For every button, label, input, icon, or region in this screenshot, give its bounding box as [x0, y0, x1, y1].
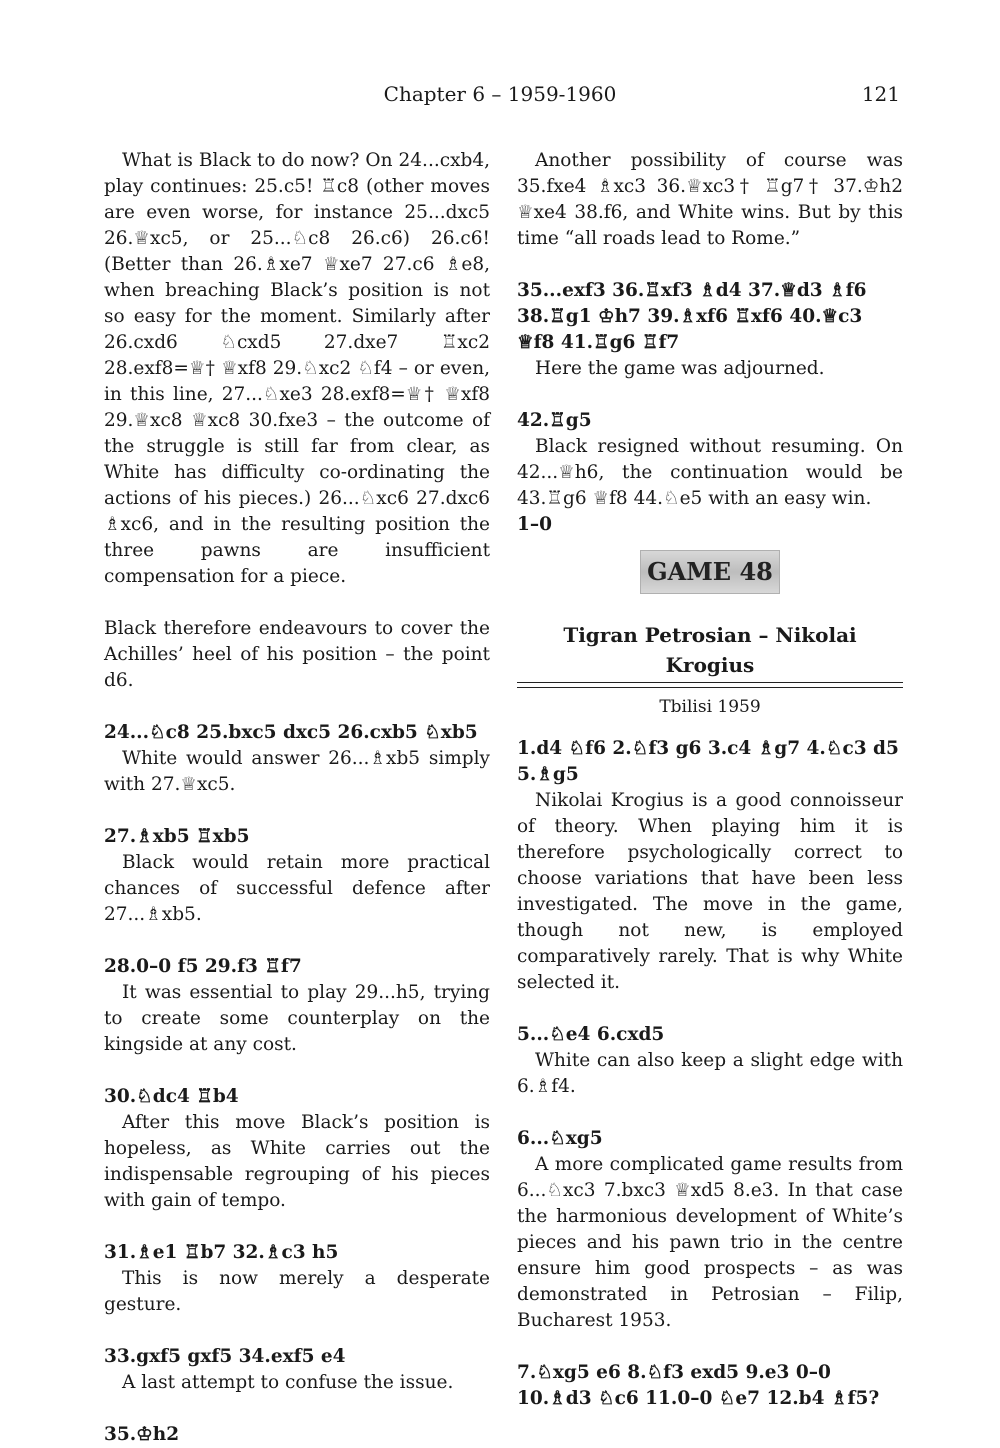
move-line: 35.♔h2 [104, 1424, 180, 1445]
annotation-paragraph: Black would retain more practical chances of successful defence after 27...♗xb5. [104, 852, 490, 925]
running-header: Chapter 6 – 1959-1960 [383, 82, 617, 106]
move-line: 6...♘xg5 [517, 1128, 603, 1149]
annotation-paragraph: It was essential to play 29...h5, trying to create some counterplay on the kingside at any cost. [104, 982, 490, 1055]
move-line: 1.d4 ♘f6 2.♘f3 g6 3.c4 ♗g7 4.♘c3 d5 5.♗g5 [517, 738, 899, 785]
page-number: 121 [861, 82, 900, 106]
move-line: 7.♘xg5 e6 8.♘f3 exd5 9.e3 0–0 10.♗d3 ♘c6 11.0–0 ♘e7 12.b4 ♗f5? [517, 1362, 880, 1409]
move-line: 30.♘dc4 ♖b4 [104, 1086, 239, 1107]
left-column [104, 148, 490, 1448]
game-players: Tigran Petrosian – Nikolai Krogius [563, 623, 857, 677]
game-result: 1–0 [517, 514, 552, 535]
move-line: 33.gxf5 gxf5 34.exf5 e4 [104, 1346, 346, 1367]
move-line: 28.0–0 f5 29.f3 ♖f7 [104, 956, 302, 977]
game-venue: Tbilisi 1959 [659, 697, 761, 717]
annotation-paragraph: Nikolai Krogius is a good connoisseur of theory. When playing him it is therefore psychologically correct to choose variations that have been less investigated. The move in the game, though not new, is employed comparatively rarely. That is why White selected it. [517, 790, 903, 993]
move-line: 5...♘e4 6.cxd5 [517, 1024, 665, 1045]
annotation-paragraph: What is Black to do now? On 24...cxb4, play continues: 25.c5! ♖c8 (other moves are even worse, for instance 25...dxc5 26.♕xc5, or 25...♘c8 26.c6) 26.c6! (Better than 26.♗xe7 ♕xe7 27.c6 ♗e8, when breaching Black’s position is not so easy for the moment. Similarly after 26.cxd6 ♘cxd5 27.dxe7 ♖xc2 28.exf8=♕† ♕xf8 29.♘xc2 ♘f4 – or even, in this line, 27...♘xe3 28.exf8=♕† ♕xf8 29.♕xc8 ♕xc8 30.fxe3 – the outcome of the struggle is still far from clear, as White has difficulty co-ordinating the actions of his pieces.) 26...♘xc6 27.dxc6 ♗xc6, and in the resulting position the three pawns are insufficient compensation for a piece. [104, 150, 490, 587]
move-line: 27.♗xb5 ♖xb5 [104, 826, 250, 847]
annotation-paragraph: After this move Black’s position is hopeless, as White carries out the indispensable regrouping of his pieces with gain of tempo. [104, 1112, 490, 1211]
annotation-paragraph: Here the game was adjourned. [535, 358, 825, 379]
game-number-banner: GAME 48 [640, 550, 780, 594]
annotation-paragraph: Black therefore endeavours to cover the Achilles’ heel of his position – the point d6. [104, 618, 490, 691]
move-line: 31.♗e1 ♖b7 32.♗c3 h5 [104, 1242, 339, 1263]
annotation-paragraph: A last attempt to confuse the issue. [122, 1372, 454, 1393]
annotation-paragraph: Another possibility of course was 35.fxe4 ♗xc3 36.♕xc3† ♖g7† 37.♔h2 ♕xe4 38.f6, and White wins. But by this time “all roads lead to Rome.” [517, 150, 903, 249]
move-line: 35...exf3 36.♖xf3 ♗d4 37.♕d3 ♗f6 38.♖g1 ♔h7 39.♗xf6 ♖xf6 40.♕c3 ♕f8 41.♖g6 ♖f7 [517, 280, 867, 353]
annotation-paragraph: This is now merely a desperate gesture. [104, 1268, 490, 1315]
annotation-paragraph: A more complicated game results from 6...♘xc3 7.bxc3 ♕xd5 8.e3. In that case the harmonious development of White’s pieces and his pawn trio in the centre ensure him good prospects – as was demonstrated in Petrosian – Filip, Bucharest 1953. [517, 1154, 903, 1331]
move-line: 42.♖g5 [517, 410, 592, 431]
annotation-paragraph: Black resigned without resuming. On 42...♕h6, the continuation would be 43.♖g6 ♕f8 44.♘e5 with an easy win. [517, 436, 903, 509]
annotation-paragraph: White can also keep a slight edge with 6.♗f4. [517, 1050, 903, 1097]
right-column [517, 148, 903, 1412]
double-rule-divider [517, 682, 903, 688]
annotation-paragraph: White would answer 26...♗xb5 simply with 27.♕xc5. [104, 748, 490, 795]
move-line: 24...♘c8 25.bxc5 dxc5 26.cxb5 ♘xb5 [104, 722, 478, 743]
